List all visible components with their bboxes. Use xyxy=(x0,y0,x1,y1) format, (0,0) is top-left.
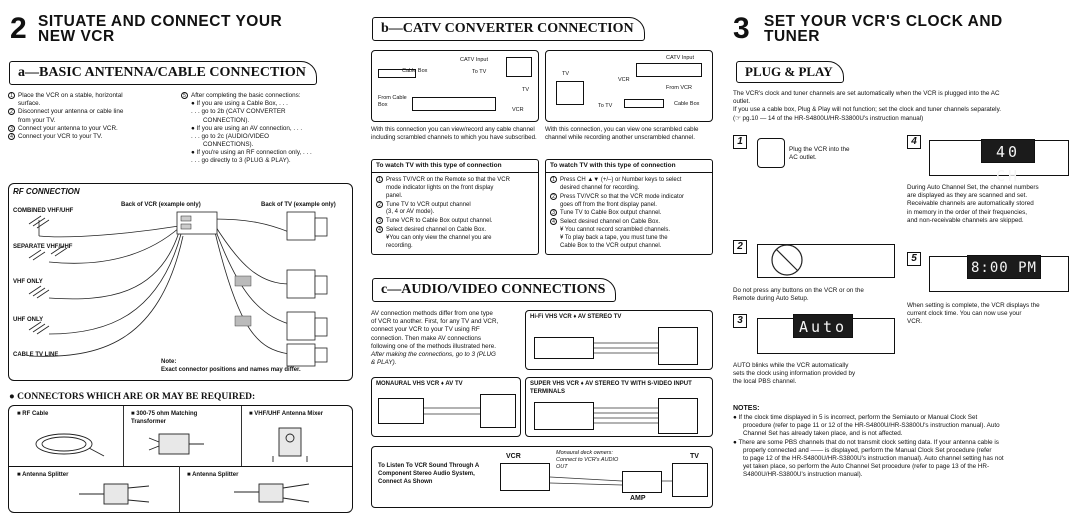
mono-note: Monaural deck owners: Connect to VCR's AUDIO OUT xyxy=(556,450,619,470)
to-tv-label-2: To TV xyxy=(598,103,613,109)
step-5-text: When setting is complete, the VCR displays the current clock time. You can now use your VCR. xyxy=(907,302,1040,326)
step-5-badge: 5 xyxy=(907,252,921,266)
watch-tv-box-1: To watch TV with this type of connection 1 Press TV/VCR on the Remote so that the VCR mode indicator lights on the front display panel. 2 Tune TV to VCR output channel (3, 4 or AV mode). 3 Tune VCR to Cable Box output channel. 4 Select desired channel on Cable Box. ¥You can only view the channel you are recording. xyxy=(371,159,539,255)
from-cable-box-label: From Cable Box xyxy=(378,95,407,108)
step-2-number: 2 xyxy=(10,12,27,45)
super-vhs-title: SUPER VHS VCR ♦ AV STEREO TV WITH S-VIDEO INPUT TERMINALS xyxy=(530,381,692,395)
catv-diagram-1 xyxy=(371,50,539,122)
rf-connection-diagram xyxy=(8,183,353,381)
no-touch-icon xyxy=(767,240,807,280)
cable-box-label-2: Cable Box xyxy=(674,101,700,107)
from-vcr-label: From VCR xyxy=(666,85,692,91)
connector-matching-transformer: ■ 300-75 ohm Matching Transformer xyxy=(131,411,198,425)
rf-row-vhf-only: VHF ONLY xyxy=(13,279,43,285)
basic-steps-list: 1 Place the VCR on a stable, horizontal surface. 2 Disconnect your antenna or cable line from your TV. 3 Connect your antenna to your VCR. 4 Connect your VCR to your TV. xyxy=(8,92,178,141)
step-3-badge: 3 xyxy=(733,314,747,328)
note-text: Exact connector positions and names may differ. xyxy=(161,367,301,373)
hifi-diagram xyxy=(525,310,713,370)
vcr-device-1 xyxy=(412,97,496,111)
amp-label: AMP xyxy=(630,495,646,502)
cable-box-label: Cable Box xyxy=(402,68,428,74)
connectors-heading: ● CONNECTORS WHICH ARE OR MAY BE REQUIRED: xyxy=(9,392,256,402)
cable-box-device-2 xyxy=(624,99,664,108)
amp-vcr-label: VCR xyxy=(506,453,521,460)
plug-play-heading: PLUG & PLAY xyxy=(736,61,844,83)
step-1-badge: 1 xyxy=(733,135,747,149)
tv-device-2 xyxy=(556,81,584,105)
listen-text: To Listen To VCR Sound Through A Component Stereo Audio System, Connect As Shown xyxy=(378,463,480,485)
watch-tv-box-2: To watch TV with this type of connection 1 Press CH ▲▼ (+/–) or Number keys to select desired channel for recording. 2 Press TV/VCR so that the VCR mode indicator goes off from the front display panel. 3 Tune TV to Cable Box output channel. 4 Select desired channel on Cable Box. ¥ You cannot record scrambled channels. ¥ To play back a tape, you must tune the Cable Box to the VCR output channel. xyxy=(545,159,713,255)
hifi-title: Hi-Fi VHS VCR ♦ AV STEREO TV xyxy=(530,314,622,320)
super-vhs-diagram xyxy=(525,377,713,437)
tv-device-1 xyxy=(506,57,532,77)
connectors-panel xyxy=(8,405,353,513)
section-b-heading: b—CATV CONVERTER CONNECTION xyxy=(372,17,645,41)
right-column xyxy=(727,0,1080,526)
step-5-list: 5 After completing the basic connections: ● If you are using a Cable Box, . . . . . . go to 2b (CATV CONVERTER CONNECTION). ● If you are using an AV connection, . . . . . . go to 2c (AUDIO/VIDEO CONNECTIONS). ● If you're using an RF connection only, . . . . . . go directly to 3 (PLUG & PLAY). xyxy=(181,92,353,166)
connector-illustrations xyxy=(9,406,354,514)
rf-row-cable-tv: CABLE TV LINE xyxy=(13,352,59,358)
back-of-tv-label: Back of TV (example only) xyxy=(261,202,336,208)
catv-input-label-2: CATV Input xyxy=(666,55,695,61)
connector-antenna-splitter-2: ■ Antenna Splitter xyxy=(187,472,239,478)
connector-rf-cable: ■ RF Cable xyxy=(17,411,49,417)
catv-diagram-2 xyxy=(545,50,713,122)
step-2-badge: 2 xyxy=(733,240,747,254)
connector-antenna-mixer: ■ VHF/UHF Antenna Mixer xyxy=(249,411,324,417)
lcd-step-3: Auto xyxy=(793,314,853,338)
tv-label-1: TV xyxy=(522,87,530,93)
mono-title: MONAURAL VHS VCR ♦ AV TV xyxy=(376,381,463,387)
back-of-vcr-label: Back of VCR (example only) xyxy=(121,202,201,208)
step-4-text: During Auto Channel Set, the channel numbers are displayed as they are scanned and set. Receivable channels are automatically stored in memory in the order of their frequencies, and non-receivable channels are skipped. xyxy=(907,184,1039,224)
lcd-step-5: 8:00 PM xyxy=(967,255,1041,279)
step-2-text: Do not press any buttons on the VCR or on the Remote during Auto Setup. xyxy=(733,287,864,303)
notes-list: ● If the clock time displayed in 5 is incorrect, perform the Semiauto or Manual Clock Set procedure (refer to page 11 or 12 of the HR-S4800U/HR-S3800U's instruction manual). Auto Channel Set has already taken place, and is not affected. ● There are some PBS channels that do not transmit clock setting data. If your antenna cable is properly connected and —— is displayed, perform the Manual Clock Set procedure (refer to page 12 of the HR-S4800U/HR-S3800U's instruction manual). Auto channel setting has not yet taken place, so perform the Auto Channel Set procedure (refer to page 13 of the HR- S4800U/HR-S3800U's instruction manual). xyxy=(733,414,1004,479)
step-3-text: AUTO blinks while the VCR automatically sets the clock using information provided by the local PBS channel. xyxy=(733,362,856,386)
rf-connection-title: RF CONNECTION xyxy=(13,187,80,196)
notes-title: NOTES: xyxy=(733,405,760,412)
rf-row-uhf-only: UHF ONLY xyxy=(13,317,44,323)
middle-column xyxy=(365,0,717,526)
rf-wiring-graphic xyxy=(9,184,354,382)
plug-play-intro: The VCR's clock and tuner channels are set automatically when the VCR is plugged into the AC outlet. If you use a cable box, Plug & Play will not function; set the clock and tuner channels separately. (☞ pg.10 — 14 of the HR-S4800U/HR-S3800U's instruction manual) xyxy=(733,90,1002,122)
catv-desc-1: With this connection you can view/record any cable channel including scrambled channels to which you have subscribed. xyxy=(371,126,537,142)
catv-desc-2: With this connection, you can view one scrambled cable channel while recording another unscrambled channel. xyxy=(545,126,699,142)
step-2-title: SITUATE AND CONNECT YOUR NEW VCR xyxy=(38,13,283,46)
vcr-device-2 xyxy=(636,63,702,77)
mono-diagram xyxy=(371,377,521,437)
left-column xyxy=(0,0,357,526)
section-c-heading: c—AUDIO/VIDEO CONNECTIONS xyxy=(372,278,616,302)
tv-label-2: TV xyxy=(562,71,570,77)
note-label: Note: xyxy=(161,359,177,365)
step-3-title: SET YOUR VCR'S CLOCK AND TUNER xyxy=(764,13,1003,46)
connector-antenna-splitter-1: ■ Antenna Splitter xyxy=(17,472,69,478)
step-1-text: Plug the VCR into the AC outlet. xyxy=(789,146,850,162)
lcd-step-4: 40 CH xyxy=(981,139,1035,163)
vcr-label-2: VCR xyxy=(618,77,630,83)
amp-tv-label: TV xyxy=(690,453,699,460)
ac-outlet xyxy=(757,138,785,168)
av-intro-text: AV connection methods differ from one type of VCR to another. First, for any TV and VCR, connect your VCR to your TV using RF connection. Then make AV connections following one of the methods illustrated here. After making the connections, go to 3 (PLUG & PLAY). xyxy=(371,310,499,367)
section-a-heading: a—BASIC ANTENNA/CABLE CONNECTION xyxy=(9,61,317,85)
vcr-label-1: VCR xyxy=(512,107,524,113)
to-tv-label: To TV xyxy=(472,69,487,75)
rf-row-separate: SEPARATE VHF/UHF xyxy=(13,244,73,250)
rf-row-combined: COMBINED VHF/UHF xyxy=(13,208,74,214)
step-3-number: 3 xyxy=(733,12,750,45)
catv-input-label: CATV Input xyxy=(460,57,489,63)
step-4-badge: 4 xyxy=(907,135,921,149)
amp-diagram xyxy=(371,446,713,508)
